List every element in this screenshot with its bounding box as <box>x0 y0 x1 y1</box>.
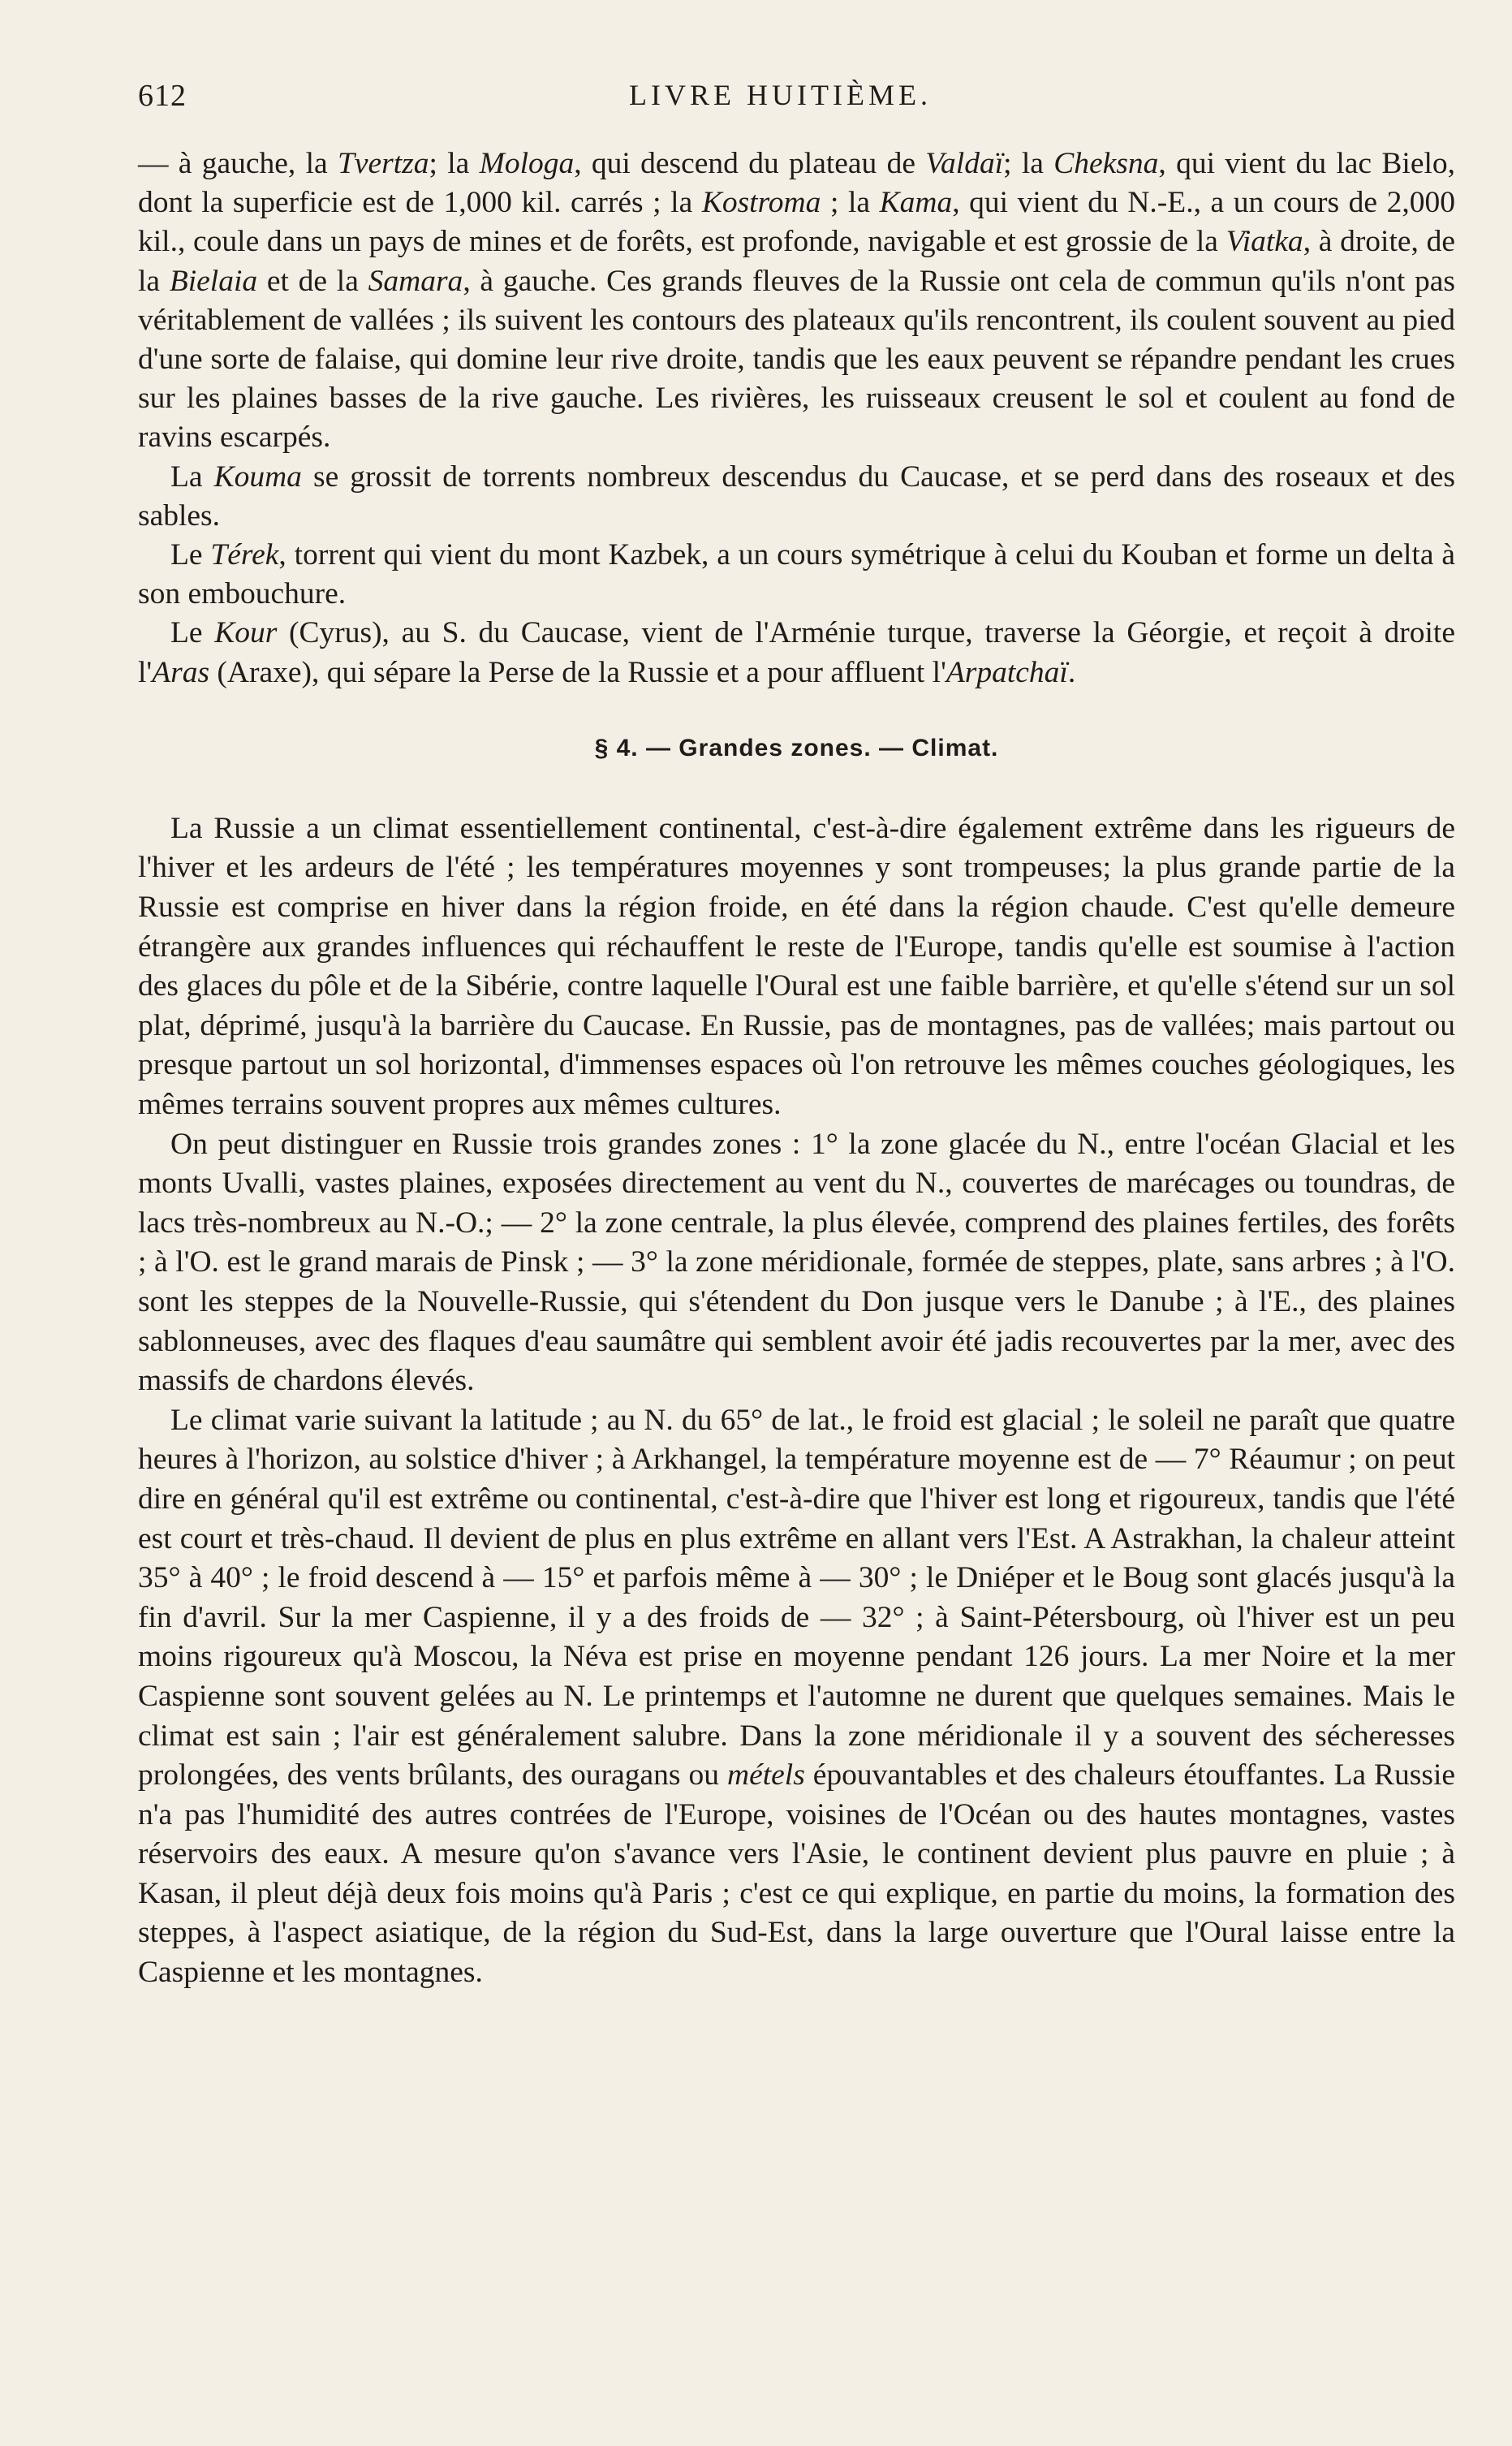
text: Le <box>170 616 215 650</box>
paragraph-climate-latitude <box>138 1401 1455 1993</box>
text: , qui vient du lac Bielo, dont la superficie est de 1,000 kil. carrés ; la <box>138 147 1456 220</box>
paragraph-terek <box>138 536 1455 614</box>
text: (Cyrus), au S. du Caucase, vient de l'Arménie turque, traverse la Géorgie, et reçoit à droite l' <box>138 616 1455 689</box>
text: . <box>1067 655 1076 689</box>
river-name: Bielaia <box>169 264 258 298</box>
text: ; la <box>429 147 480 180</box>
text: , torrent qui vient du mont Kazbek, a un cours symétrique à celui du Kouban et forme un delta à son embouchure. <box>138 538 1455 611</box>
river-name: Kama <box>879 186 953 220</box>
text: , qui vient du N.-E., a un cours de 2,000 kil., coule dans un pays de mines et de forêts, est profonde, navigable et est grossie de la <box>138 186 1456 259</box>
text: La <box>170 459 214 494</box>
paragraph-kour <box>138 614 1455 692</box>
river-name: Arpatchaï <box>946 655 1068 689</box>
page-header <box>138 78 1423 127</box>
text: (Araxe), qui sépare la Perse de la Russie et a pour affluent l' <box>209 655 946 689</box>
river-name: Cheksna <box>1053 147 1159 180</box>
text: , à gauche. Ces grands fleuves de la Russie ont cela de commun qu'ils n'ont pas véritablement de vallées ; ils suivent les contours des plateaux qu'ils rencontrent, ils coulent souvent au pied d'une sorte de falaise, qui domine leur rive droite, tandis que les eaux peuvent se répandre pendant les crues sur les plaines basses de la rive gauche. Les rivières, les ruisseaux creusent le sol et coulent au fond de ravins escarpés. <box>138 264 1455 455</box>
text: Le climat varie suivant la latitude ; au N. du 65° de lat., le froid est glacial ; le soleil ne paraît que quatre heures à l'horizon, au solstice d'hiver ; à Arkhangel, la température moyenne est de — 7° Réaumur ; on peut dire en général qu'il est extrême ou continental, c'est-à-dire que l'hiver est long et rigoureux, tandis que l'été est court et très-chaud. Il devient de plus en plus extrême en allant vers l'Est. A Astrakhan, la chaleur atteint 35° à 40° ; le froid descend à — 15° et parfois même à — 30° ; le Dniéper et le Boug sont glacés jusqu'à la fin d'avril. Sur la mer Caspienne, il y a des froids de — 32° ; à Saint-Pétersbourg, où l'hiver est un peu moins rigoureux qu'à Moscou, la Néva est prise en moyenne pendant 126 jours. La mer Noire et la mer Caspienne sont souvent gelées au N. Le printemps et l'automne ne durent que quelques semaines. Mais le climat est sain ; l'air est généralement salubre. Dans la zone méridionale il y a souvent des sécheresses prolongées, des vents brûlants, des ouragans ou <box>138 1403 1455 1792</box>
section-heading: § 4. — Grandes zones. — Climat. <box>594 734 999 761</box>
river-name: Tvertza <box>337 147 429 180</box>
text: et de la <box>257 264 368 298</box>
paragraph-volga-tributaries <box>138 145 1455 458</box>
running-title: LIVRE HUITIÈME. <box>629 79 932 111</box>
paragraph-kouma <box>138 458 1455 536</box>
river-name: Kouma <box>213 459 302 494</box>
page-number: 612 <box>138 79 187 113</box>
text: se grossit de torrents nombreux descendus du Caucase, et se perd dans des roseaux et des sables. <box>138 459 1455 533</box>
river-name: Aras <box>152 655 210 689</box>
river-name: Kour <box>214 616 278 650</box>
text: — à gauche, la <box>138 147 338 180</box>
text: ; la <box>821 186 880 220</box>
text: ; la <box>1003 147 1054 180</box>
river-name: Térek <box>210 538 279 572</box>
text: , à droite, de la <box>138 225 1455 298</box>
river-name: Mologa <box>479 147 575 180</box>
page-body <box>138 145 1455 1993</box>
river-name: Samara <box>368 264 463 298</box>
section-climate <box>138 809 1455 1993</box>
text: , qui descend du plateau de <box>574 147 926 180</box>
place-name: Valdaï <box>925 147 1004 180</box>
text: Le <box>170 538 211 572</box>
text: épouvantables et des chaleurs étouffantes. La Russie n'a pas l'humidité des autres contrées de l'Europe, voisines de l'Océan ou des hautes montagnes, vastes réservoirs des eaux. A mesure qu'on s'avance vers l'Asie, le continent devient plus pauvre en pluie ; à Kasan, il pleut déjà deux fois moins qu'à Paris ; c'est ce qui explique, en partie du moins, la formation des steppes, à l'aspect asiatique, de la région du Sud-Est, dans la large ouverture que l'Oural laisse entre la Caspienne et les montagnes. <box>138 1758 1456 1990</box>
river-name: Viatka <box>1226 225 1303 259</box>
term: métels <box>726 1758 805 1792</box>
paragraph-continental-climate: La Russie a un climat essentiellement continental, c'est-à-dire également extrême dans les rigueurs de l'hiver et les ardeurs de l'été ; les températures moyennes y sont trompeuses; la plus grande partie de la Russie est comprise en hiver dans la région froide, en été dans la région chaude. C'est qu'elle demeure étrangère aux grandes influences qui réchauffent le reste de l'Europe, tandis qu'elle est soumise à l'action des glaces du pôle et de la Sibérie, contre laquelle l'Oural est une faible barrière, et qu'elle s'étend sur un sol plat, déprimé, jusqu'à la barrière du Caucase. En Russie, pas de montagnes, pas de vallées; mais partout ou presque partout un sol horizontal, d'immenses espaces où l'on retrouve les mêmes couches géologiques, les mêmes terrains souvent propres aux mêmes cultures. <box>138 811 1455 1121</box>
paragraph-three-zones: On peut distinguer en Russie trois grandes zones : 1° la zone glacée du N., entre l'océan Glacial et les monts Uvalli, vastes plaines, exposées directement au vent du N., couvertes de marécages ou toundras, de lacs très-nombreux au N.-O.; — 2° la zone centrale, la plus élevée, comprend des plaines fertiles, des forêts ; à l'O. est le grand marais de Pinsk ; — 3° la zone méridionale, formée de steppes, plate, sans arbres ; à l'O. sont les steppes de la Nouvelle-Russie, qui s'étendent du Don jusque vers le Danube ; à l'E., des plaines sablonneuses, avec des flaques d'eau saumâtre qui semblent avoir été jadis recouvertes par la mer, avec des massifs de chardons élevés. <box>138 1127 1455 1398</box>
river-name: Kostroma <box>701 186 821 220</box>
